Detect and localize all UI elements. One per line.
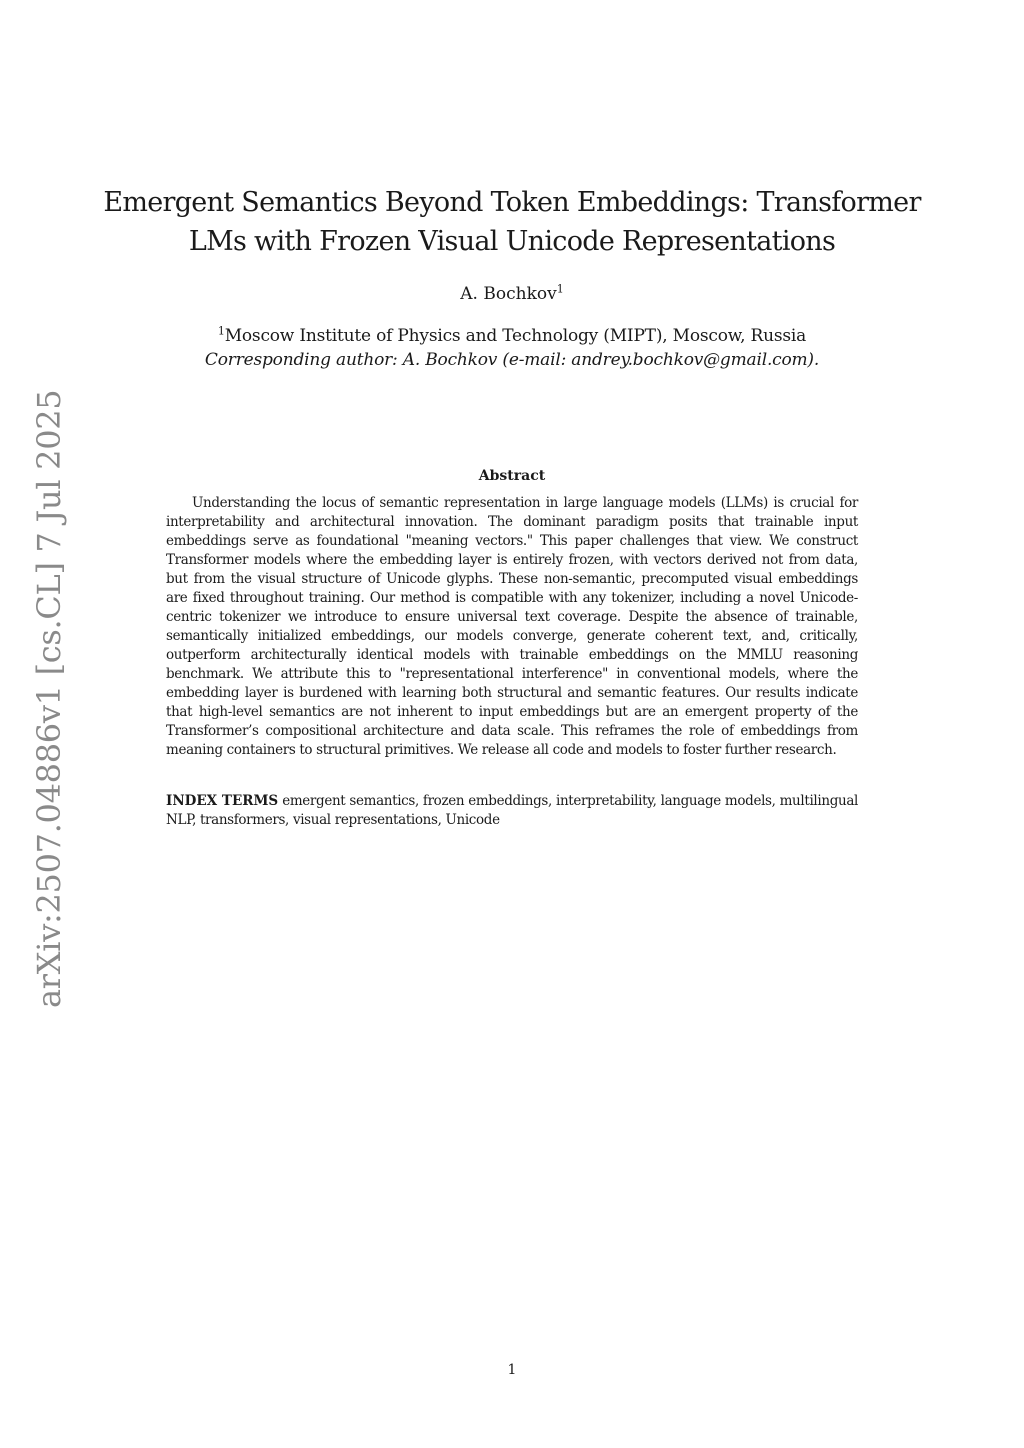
affiliation-line: [100, 324, 924, 348]
paper-title: Emergent Semantics Beyond Token Embeddings: Transformer LMs with Frozen Visual Unicode Representations: [103, 187, 921, 257]
index-terms-text: emergent semantics, frozen embeddings, interpretability, language models, multilingual NLP, transformers, visual representations, Unicode: [166, 793, 858, 828]
author-line: [100, 283, 924, 305]
index-terms-label: INDEX TERMS: [166, 793, 279, 809]
index-terms: [166, 792, 858, 830]
page-number: 1: [507, 1362, 517, 1378]
corresponding-author: Corresponding author: A. Bochkov (e-mail: andrey.bochkov@gmail.com).: [204, 350, 820, 370]
affiliation-text: Moscow Institute of Physics and Technology (MIPT), Moscow, Russia: [224, 326, 807, 346]
author-name: A. Bochkov: [460, 284, 557, 304]
author-affiliation-mark: 1: [556, 282, 564, 296]
arxiv-identifier-stamp: arXiv:2507.04886v1 [cs.CL] 7 Jul 2025: [30, 389, 68, 1008]
affiliation-mark: 1: [217, 324, 225, 338]
abstract-heading: Abstract: [478, 468, 546, 484]
abstract-body: Understanding the locus of semantic representation in large language models (LLMs) is crucial for interpretability and architectural innovation. The dominant paradigm posits that trainable input embeddings serve as foundational "meaning vectors." This paper challenges that view. We construct Transformer models where the embedding layer is entirely frozen, with vectors derived not from data, but from the visual structure of Unicode glyphs. These non-semantic, precomputed visual embeddings are fixed throughout training. Our method is compatible with any tokenizer, including a novel Unicode-centric tokenizer we introduce to ensure universal text coverage. Despite the absence of trainable, semantically initialized embeddings, our models converge, generate coherent text, and, critically, outperform architecturally identical models with trainable embeddings on the MMLU reasoning benchmark. We attribute this to "representational interference" in conventional models, where the embedding layer is burdened with learning both structural and semantic features. Our results indicate that high-level semantics are not inherent to input embeddings but are an emergent property of the Transformer’s compositional architecture and data scale. This reframes the role of embeddings from meaning containers to structural primitives. We release all code and models to foster further research.: [166, 495, 858, 758]
